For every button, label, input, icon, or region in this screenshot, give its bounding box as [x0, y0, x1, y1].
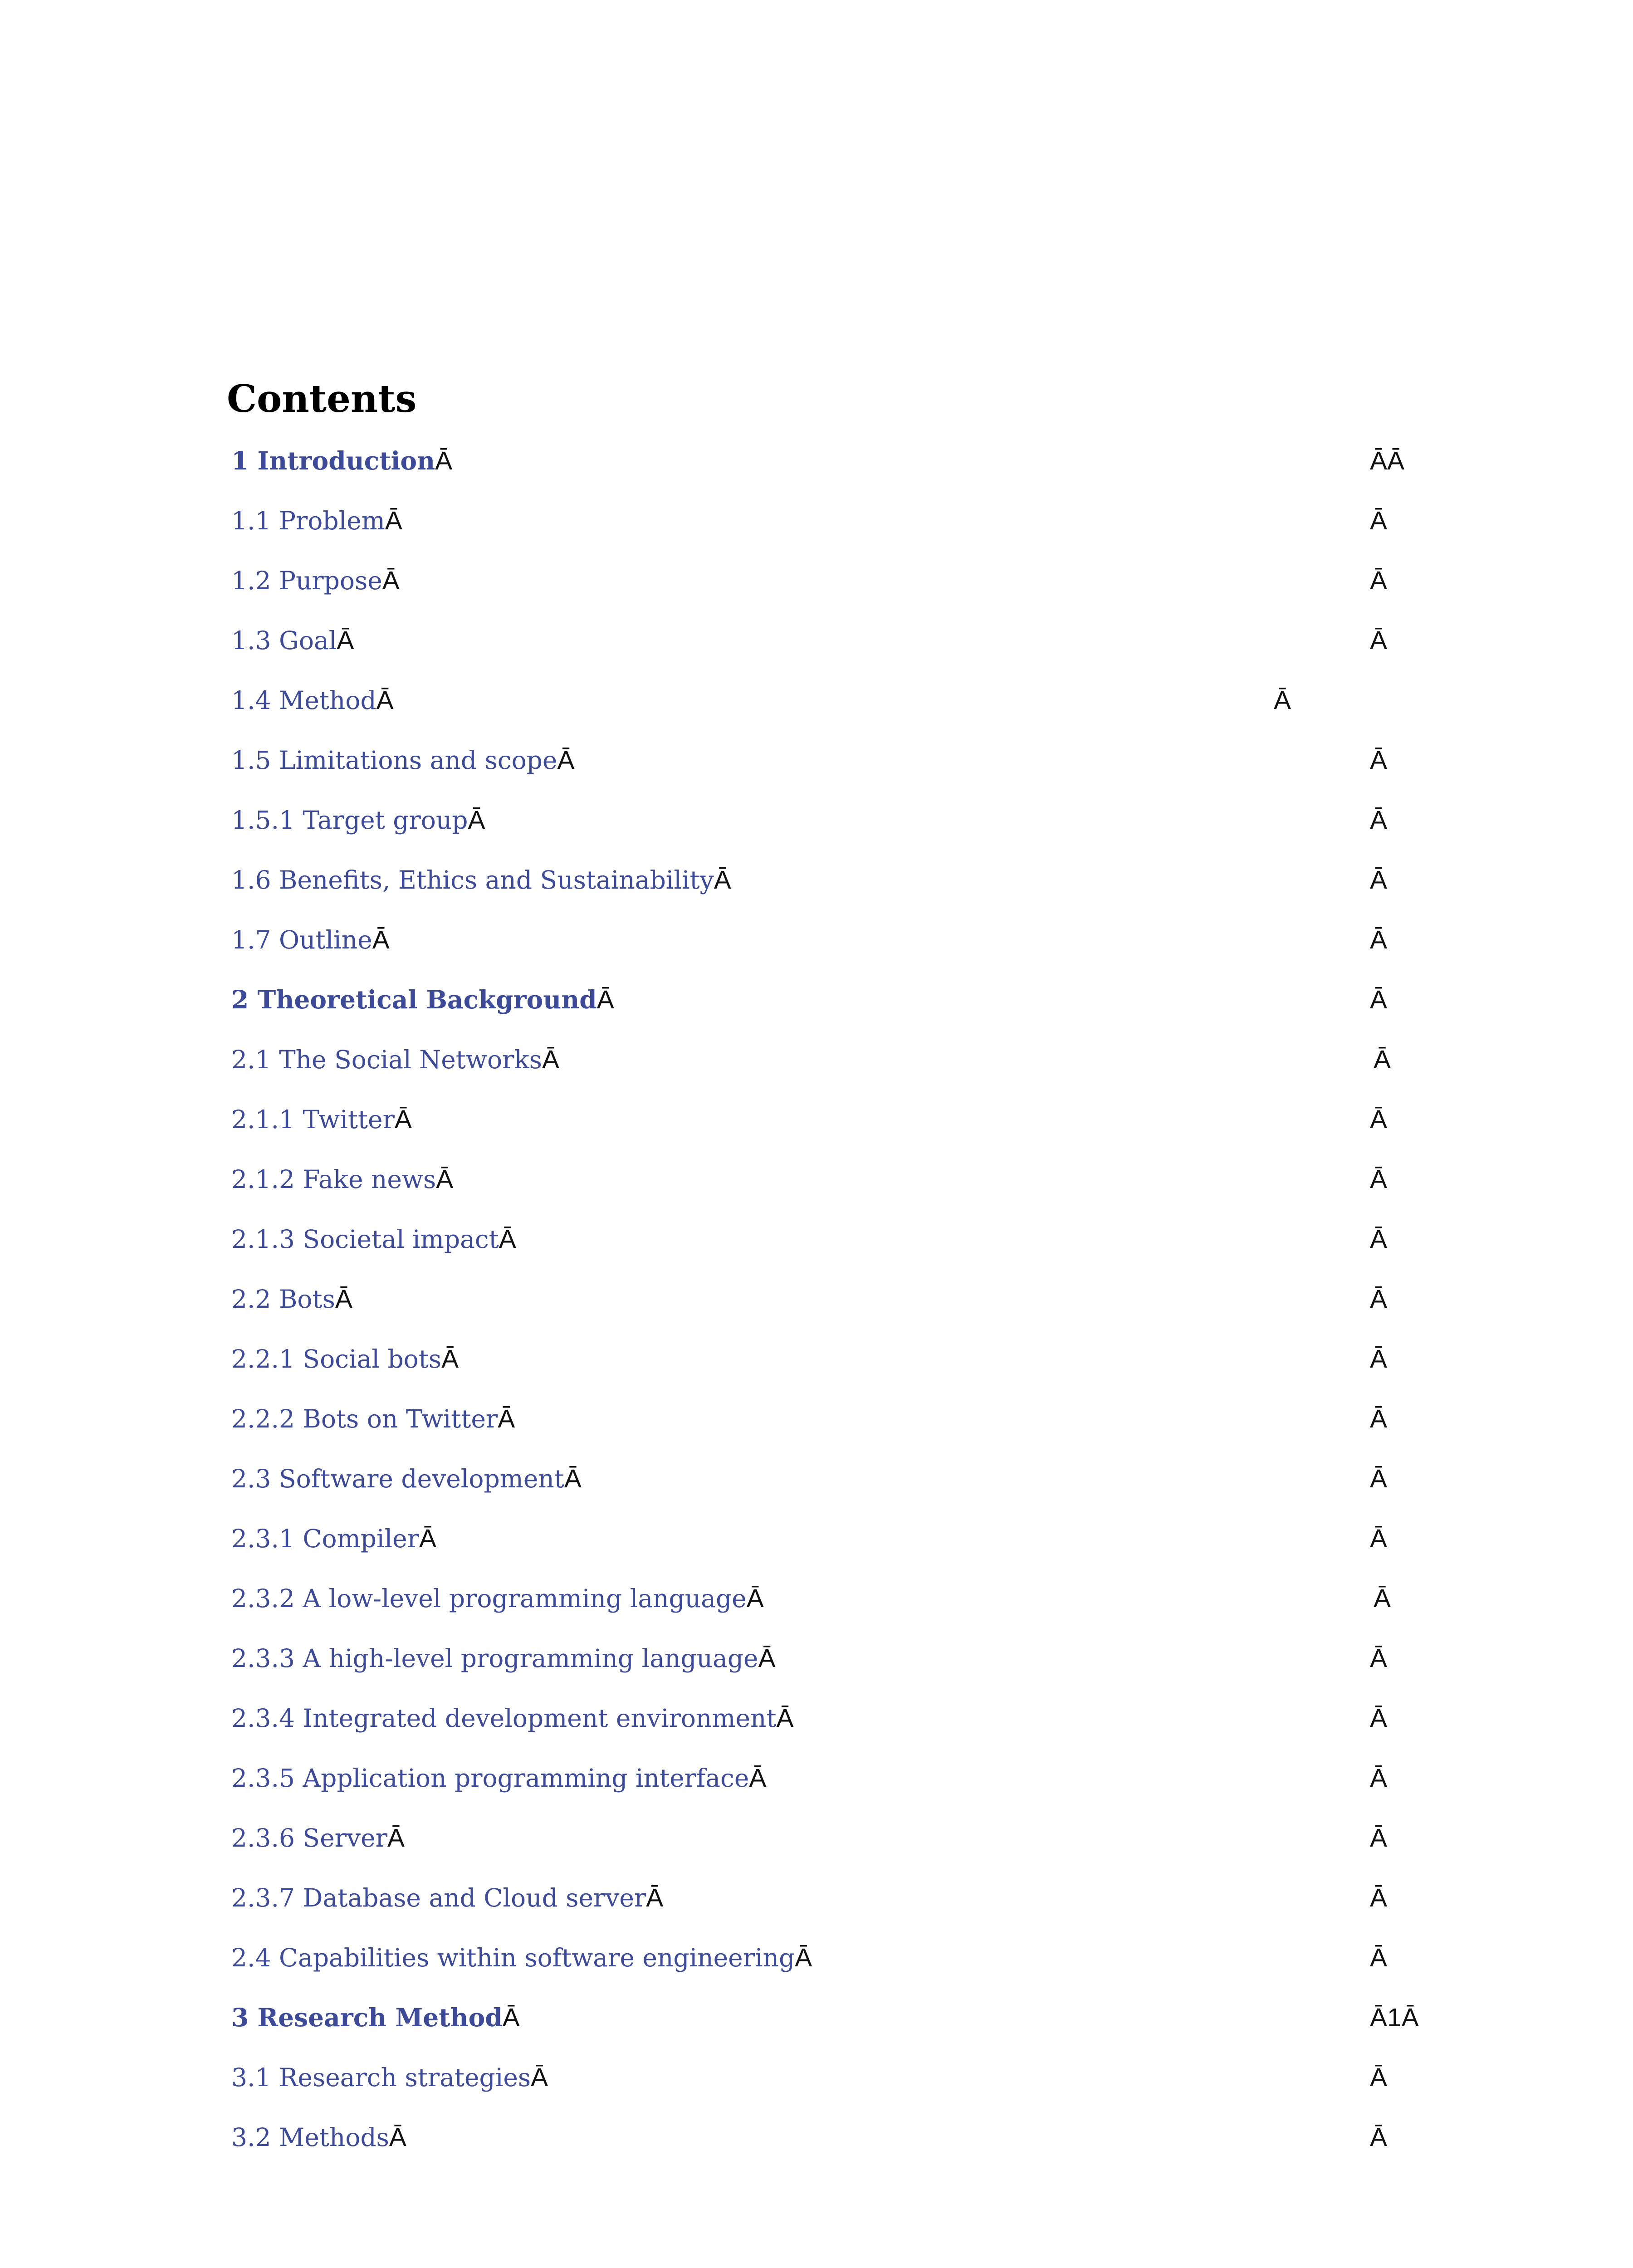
toc-entry-label: 2.3.7 Database and Cloud server [231, 1883, 646, 1912]
toc-entry-label: 2.3.6 Server [231, 1823, 387, 1853]
toc-entry-marker: Ā [372, 925, 390, 954]
toc-entry-label: 1.1 Problem [231, 506, 385, 535]
toc-entry-marker: Ā [337, 626, 354, 655]
toc-entry-label: 2.1 The Social Networks [231, 1045, 542, 1074]
toc-entry-1-7-outline[interactable] [0, 914, 1633, 974]
toc-entry-label: 2.2.1 Social bots [231, 1344, 442, 1374]
toc-entry-marker: Ā [498, 1404, 515, 1433]
toc-entry-marker: Ā [382, 566, 400, 595]
toc-entry-marker: Ā [646, 1883, 664, 1912]
toc-entry-page: Ā [1370, 1704, 1388, 1733]
toc-entry-marker: Ā [419, 1524, 437, 1553]
toc-entry-marker: Ā [795, 1943, 812, 1972]
toc-entry-marker: Ā [596, 985, 614, 1014]
toc-entry-page: Ā [1370, 1524, 1388, 1553]
toc-entry-page: Ā [1370, 1165, 1388, 1194]
toc-entry-marker: Ā [746, 1584, 764, 1613]
toc-entry-label: 2.1.2 Fake news [231, 1165, 436, 1194]
toc-entry-marker: Ā [385, 506, 402, 535]
toc-entry-page: Ā [1370, 1344, 1388, 1374]
toc-entry-page: Ā [1374, 1045, 1391, 1074]
toc-entry-3-1-research-strategies[interactable] [0, 2052, 1633, 2112]
toc-entry-2-3-5-api[interactable] [0, 1753, 1633, 1813]
toc-entry-marker: Ā [502, 2003, 520, 2032]
toc-entry-page: Ā [1370, 1883, 1388, 1912]
toc-entry-2-3-6-server[interactable] [0, 1813, 1633, 1872]
toc-entry-page: Ā [1370, 865, 1388, 894]
toc-entry-marker: Ā [376, 686, 394, 715]
toc-entry-2-4-capabilities[interactable] [0, 1932, 1633, 1992]
toc-entry-1-4-method[interactable] [0, 675, 1633, 735]
toc-entry-marker: Ā [749, 1764, 767, 1793]
toc-entry-2-2-2-bots-on-twitter[interactable] [0, 1393, 1633, 1453]
toc-entry-2-1-the-social-networks[interactable] [0, 1034, 1633, 1094]
toc-entry-label: 1.7 Outline [231, 925, 372, 954]
toc-entry-marker: Ā [436, 1165, 454, 1194]
toc-entry-page: Ā [1370, 985, 1388, 1014]
toc-entry-marker: Ā [435, 446, 453, 475]
toc-entry-label: 1.5 Limitations and scope [231, 746, 557, 775]
toc-entry-label: 1.3 Goal [231, 626, 337, 655]
toc-entry-label: 1.4 Method [231, 686, 376, 715]
toc-entry-label: 1.2 Purpose [231, 566, 382, 595]
toc-entry-1-3-goal[interactable] [0, 615, 1633, 675]
toc-entry-page: Ā [1370, 626, 1388, 655]
toc-entry-1-introduction[interactable] [0, 435, 1633, 495]
toc-entry-2-1-1-twitter[interactable] [0, 1094, 1633, 1154]
toc-entry-2-2-1-social-bots[interactable] [0, 1334, 1633, 1393]
toc-entry-label: 2 Theoretical Background [231, 985, 597, 1014]
toc-entry-label: 3.1 Research strategies [231, 2063, 531, 2092]
toc-entry-3-research-method[interactable] [0, 1992, 1633, 2052]
toc-entry-1-5-limitations-and-scope[interactable] [0, 735, 1633, 795]
toc-entry-2-3-7-database-cloud-server[interactable] [0, 1872, 1633, 1932]
toc-entry-page: Ā [1370, 2123, 1388, 2152]
toc-entry-page: Ā [1370, 1764, 1388, 1793]
toc-entry-3-2-methods[interactable] [0, 2112, 1633, 2172]
toc-entry-page: Ā [1370, 1225, 1388, 1254]
toc-entry-label: 1.6 Benefits, Ethics and Sustainability [231, 865, 714, 894]
toc-entry-marker: Ā [714, 865, 731, 894]
toc-entry-label: 2.1.3 Societal impact [231, 1225, 499, 1254]
toc-entry-1-1-problem[interactable] [0, 495, 1633, 555]
toc-entry-label: 1.5.1 Target group [231, 806, 468, 835]
toc-entry-page: Ā [1370, 925, 1388, 954]
toc-entry-2-3-2-low-level-language[interactable] [0, 1573, 1633, 1633]
toc-entry-label: 2.3.3 A high-level programming language [231, 1644, 758, 1673]
toc-entry-2-3-4-ide[interactable] [0, 1693, 1633, 1753]
toc-entry-page: ĀĀ [1370, 446, 1405, 475]
toc-entry-page: Ā [1370, 1823, 1388, 1853]
toc-entry-label: 2.3.2 A low-level programming language [231, 1584, 747, 1613]
toc-entry-2-2-bots[interactable] [0, 1274, 1633, 1334]
toc-entry-marker: Ā [387, 1823, 405, 1853]
toc-entry-2-theoretical-background[interactable] [0, 974, 1633, 1034]
toc-entry-2-1-3-societal-impact[interactable] [0, 1214, 1633, 1274]
toc-entry-2-3-3-high-level-language[interactable] [0, 1633, 1633, 1693]
toc-entry-page: Ā [1370, 746, 1388, 775]
toc-entry-page: Ā [1370, 1644, 1388, 1673]
toc-entry-label: 2.2 Bots [231, 1285, 335, 1314]
toc-entry-1-6-benefits-ethics-sustainability[interactable] [0, 855, 1633, 914]
toc-entry-label: 3 Research Method [231, 2003, 503, 2032]
toc-entry-label: 2.3 Software development [231, 1464, 564, 1493]
toc-entry-marker: Ā [758, 1644, 776, 1673]
toc-entry-page: Ā [1370, 2063, 1388, 2092]
toc-entry-label: 2.1.1 Twitter [231, 1105, 395, 1134]
toc-entry-marker: Ā [441, 1344, 459, 1374]
toc-entry-2-1-2-fake-news[interactable] [0, 1154, 1633, 1214]
toc-entry-1-2-purpose[interactable] [0, 555, 1633, 615]
toc-entry-label: 3.2 Methods [231, 2123, 389, 2152]
toc-entry-label: 2.3.5 Application programming interface [231, 1764, 749, 1793]
toc-entry-marker: Ā [564, 1464, 582, 1493]
toc-entry-2-3-1-compiler[interactable] [0, 1513, 1633, 1573]
toc-entry-marker: Ā [468, 806, 485, 835]
toc-entry-page: Ā [1370, 806, 1388, 835]
toc-entry-page: Ā1Ā [1370, 2003, 1419, 2032]
toc-entry-label: 2.2.2 Bots on Twitter [231, 1404, 498, 1433]
toc-entry-2-3-software-development[interactable] [0, 1453, 1633, 1513]
toc-entry-marker: Ā [335, 1285, 352, 1314]
toc-entry-page: Ā [1370, 1404, 1388, 1433]
toc-entry-page: Ā [1374, 1584, 1391, 1613]
toc-entry-page: Ā [1370, 506, 1388, 535]
toc-entry-1-5-1-target-group[interactable] [0, 795, 1633, 855]
toc-entry-marker: Ā [542, 1045, 559, 1074]
toc-entry-label: 2.3.1 Compiler [231, 1524, 420, 1553]
toc-entry-marker: Ā [557, 746, 575, 775]
toc-entry-marker: Ā [499, 1225, 516, 1254]
toc-entry-marker: Ā [394, 1105, 412, 1134]
toc-entry-marker: Ā [531, 2063, 548, 2092]
toc-entry-label: 2.3.4 Integrated development environment [231, 1704, 777, 1733]
toc-entry-page: Ā [1274, 686, 1291, 715]
toc-entry-page: Ā [1370, 1943, 1388, 1972]
toc-entry-label: 2.4 Capabilities within software engineering [231, 1943, 795, 1972]
toc-title: Contents [227, 376, 417, 421]
toc-entry-marker: Ā [776, 1704, 794, 1733]
toc-entry-marker: Ā [389, 2123, 406, 2152]
toc-entry-page: Ā [1370, 1105, 1388, 1134]
toc-entry-page: Ā [1370, 1285, 1388, 1314]
toc-entry-page: Ā [1370, 566, 1388, 595]
toc-entry-label: 1 Introduction [231, 446, 435, 475]
toc-entry-page: Ā [1370, 1464, 1388, 1493]
